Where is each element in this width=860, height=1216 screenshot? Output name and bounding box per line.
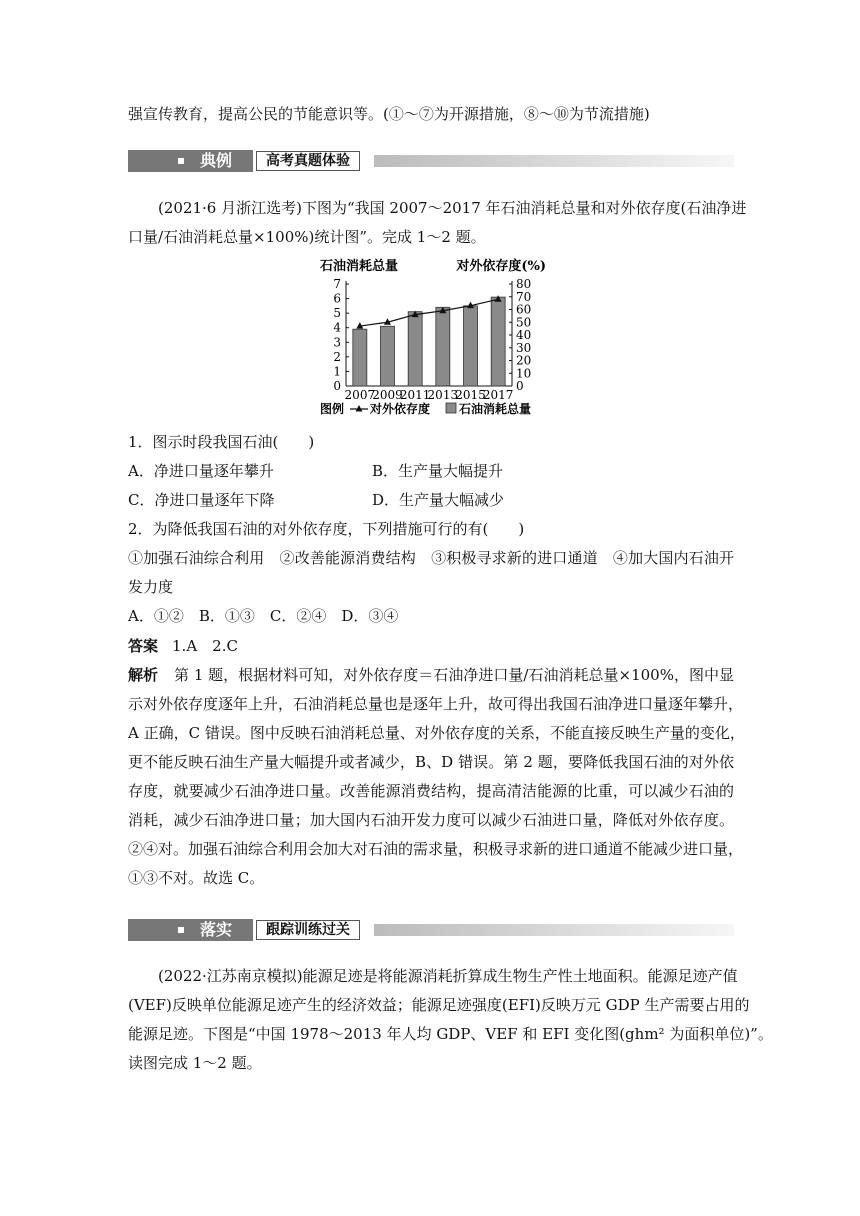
legend-bar-swatch	[446, 403, 456, 413]
right-tick-label: 20	[516, 353, 532, 368]
q1-option-a: A．净进口量逐年攀升	[128, 462, 274, 480]
right-axis-label: 对外依存度(%)	[456, 259, 546, 274]
legend-line-label: 对外依存度	[370, 402, 431, 416]
q2-options-line1: ①加强石油综合利用 ②改善能源消费结构 ③积极寻求新的进口通道 ④加大国内石油开	[128, 549, 734, 567]
bar	[353, 329, 367, 386]
x-tick-label: 2017	[482, 388, 514, 402]
analysis-label: 解析	[128, 666, 159, 684]
answer-label: 答案	[128, 637, 159, 655]
left-axis-label: 石油消耗总量	[320, 259, 399, 274]
next-intro-line4: 读图完成 1～2 题。	[128, 1054, 262, 1072]
legend-triangle-icon	[356, 405, 363, 412]
section-banner-practice	[128, 919, 734, 941]
answer-text: 1.A 2.C	[172, 637, 238, 655]
question-intro-line2: 口量/石油消耗总量×100%)统计图”。完成 1～2 题。	[128, 228, 486, 246]
analysis-line-5: 存度，就要减少石油净进口量。改善能源消费结构，提高清洁能源的比重，可以减少石油的	[128, 782, 734, 800]
q2-stem: 2．为降低我国石油的对外依存度，下列措施可行的有( )	[128, 520, 525, 538]
bar	[464, 306, 478, 386]
bar	[381, 326, 395, 386]
left-tick-label: 1	[333, 364, 341, 379]
analysis-line-2: 示对外依存度逐年上升，石油消耗总量也是逐年上升，故可得出我国石油净进口量逐年攀升，	[128, 695, 744, 713]
right-tick-label: 70	[516, 289, 532, 304]
answer-row	[128, 636, 734, 656]
x-tick-label: 2009	[372, 388, 403, 402]
q2-options-line2: 发力度	[128, 578, 174, 596]
right-tick-label: 80	[516, 277, 532, 291]
left-tick-label: 4	[333, 320, 341, 335]
left-tick-label: 7	[333, 277, 341, 291]
x-tick-label: 2013	[427, 388, 459, 402]
q1-option-c: C．净进口量逐年下降	[128, 491, 275, 509]
q1-option-b: B．生产量大幅提升	[372, 462, 504, 480]
analysis-line-6: 消耗，减少石油净进口量；加大国内石油开发力度可以减少石油进口量，降低对外依存度。	[128, 811, 734, 829]
left-tick-label: 0	[333, 379, 341, 393]
banner-box: 高考真题体验	[256, 151, 360, 171]
right-tick-label: 10	[516, 366, 532, 381]
left-tick-label: 2	[333, 349, 341, 364]
question-intro-line1: (2021·6 月浙江选考)下图为“我国 2007～2017 年石油消耗总量和对外依存度(石油净进	[158, 199, 747, 217]
square-icon	[178, 158, 184, 164]
right-tick-label: 60	[516, 302, 532, 317]
q1-stem: 1．图示时段我国石油( )	[128, 433, 315, 451]
analysis-text-1: 第 1 题，根据材料可知，对外依存度＝石油净进口量/石油消耗总量×100%，图中显	[174, 666, 734, 684]
bar	[436, 307, 450, 386]
x-tick-label: 2011	[399, 388, 431, 402]
square-icon	[178, 927, 184, 933]
analysis-line-4: 更不能反映石油生产量大幅提升或者减少，B、D 错误。第 2 题，要降低我国石油的对外依	[128, 753, 734, 771]
oil-chart	[318, 256, 548, 424]
analysis-line-1	[128, 665, 734, 685]
left-tick-label: 5	[333, 306, 341, 321]
legend-bar-label: 石油消耗总量	[459, 402, 532, 416]
next-intro-line3: 能源足迹。下图是“中国 1978～2013 年人均 GDP、VEF 和 EFI 变化图(ghm² 为面积单位)”。	[128, 1025, 773, 1043]
right-tick-label: 0	[516, 379, 524, 393]
intro-line: 强宣传教育，提高公民的节能意识等。(①～⑦为开源措施，⑧～⑩为节流措施)	[128, 105, 650, 123]
left-tick-label: 3	[333, 335, 341, 350]
q1-option-d: D．生产量大幅减少	[372, 491, 505, 509]
bar	[491, 297, 505, 386]
right-tick-label: 50	[516, 315, 532, 330]
right-tick-label: 40	[516, 328, 532, 342]
analysis-line-7: ②④对。加强石油综合利用会加大对石油的需求量，积极寻求新的进口通道不能减少进口量，	[128, 840, 744, 858]
x-tick-label: 2015	[455, 388, 486, 402]
next-intro-line1: (2022·江苏南京模拟)能源足迹是将能源消耗折算成生物生产性土地面积。能源足迹产值	[158, 967, 738, 985]
analysis-line-3: A 正确，C 错误。图中反映石油消耗总量、对外依存度的关系，不能直接反映生产量的变化，	[128, 724, 745, 742]
banner-label: 落实	[200, 920, 233, 939]
section-banner-example	[128, 150, 734, 172]
banner-box: 跟踪训练过关	[256, 920, 360, 940]
legend-prefix: 图例	[320, 402, 345, 416]
x-tick-label: 2007	[344, 388, 376, 402]
q2-choices: A．①② B．①③ C．②④ D．③④	[128, 607, 399, 625]
next-intro-line2: (VEF)反映单位能源足迹产生的经济效益；能源足迹强度(EFI)反映万元 GDP 生产需要占用的	[128, 996, 750, 1014]
right-tick-label: 30	[516, 340, 532, 355]
analysis-line-8: ①③不对。故选 C。	[128, 869, 265, 887]
bar	[408, 312, 422, 386]
banner-label: 典例	[200, 151, 233, 170]
left-tick-label: 6	[333, 291, 341, 306]
